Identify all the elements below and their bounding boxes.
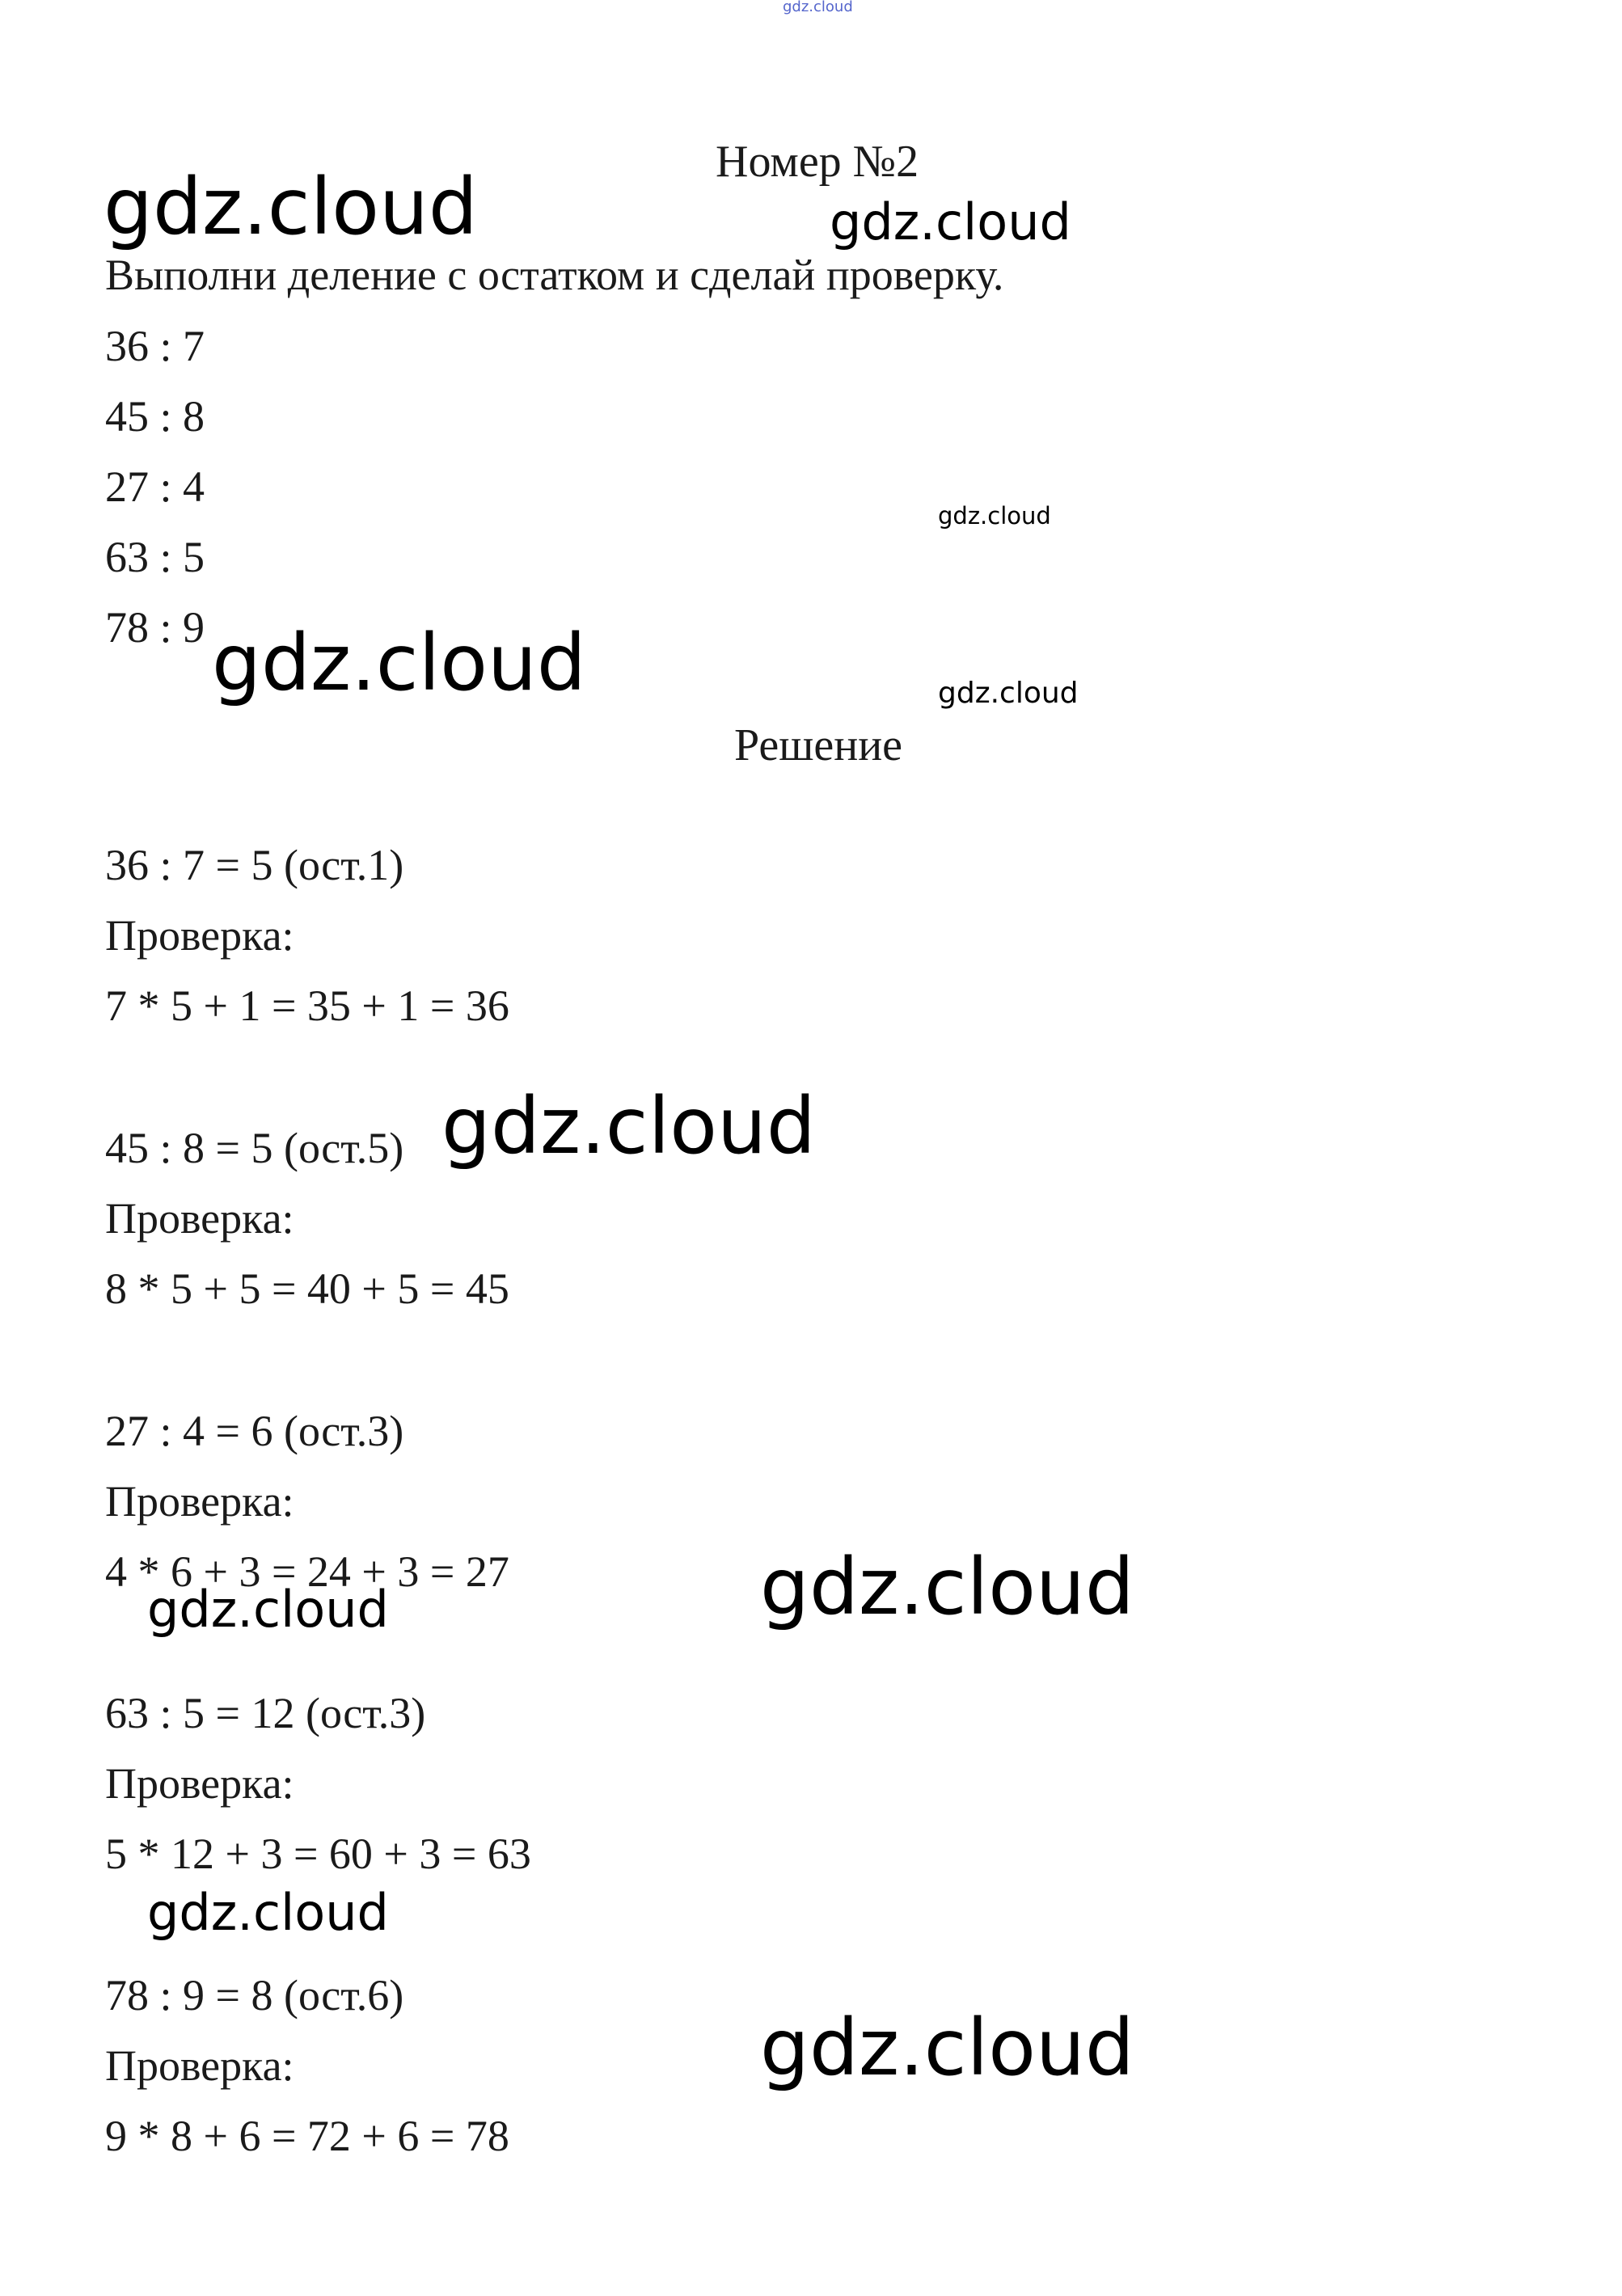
solution-check: 7 * 5 + 1 = 35 + 1 = 36 bbox=[105, 981, 509, 1030]
solution-check: 9 * 8 + 6 = 72 + 6 = 78 bbox=[105, 2112, 509, 2160]
watermark: gdz.cloud bbox=[760, 1542, 1134, 1632]
task-title: Номер №2 bbox=[716, 137, 919, 187]
problem-item: 36 : 7 bbox=[105, 322, 205, 370]
problem-item: 63 : 5 bbox=[105, 533, 205, 581]
solution-division: 63 : 5 = 12 (ост.3) bbox=[105, 1689, 426, 1737]
watermark: gdz.cloud bbox=[760, 2003, 1134, 2093]
watermark: gdz.cloud bbox=[783, 0, 853, 15]
watermark: gdz.cloud bbox=[103, 162, 478, 252]
check-label: Проверка: bbox=[105, 1477, 294, 1526]
problem-item: 45 : 8 bbox=[105, 392, 205, 441]
watermark: gdz.cloud bbox=[938, 677, 1079, 710]
solution-division: 36 : 7 = 5 (ост.1) bbox=[105, 841, 404, 889]
watermark: gdz.cloud bbox=[147, 1883, 389, 1942]
check-label: Проверка: bbox=[105, 1194, 294, 1243]
solution-division: 27 : 4 = 6 (ост.3) bbox=[105, 1407, 404, 1455]
task-instruction: Выполни деление с остатком и сделай проверку. bbox=[105, 251, 1004, 299]
watermark: gdz.cloud bbox=[938, 502, 1051, 530]
check-label: Проверка: bbox=[105, 1759, 294, 1808]
solution-check: 4 * 6 + 3 = 24 + 3 = 27 bbox=[105, 1547, 509, 1596]
solution-check: 5 * 12 + 3 = 60 + 3 = 63 bbox=[105, 1830, 531, 1878]
solution-division: 78 : 9 = 8 (ост.6) bbox=[105, 1971, 404, 2020]
solution-heading: Решение bbox=[734, 720, 903, 770]
watermark: gdz.cloud bbox=[212, 618, 586, 708]
problem-item: 27 : 4 bbox=[105, 462, 205, 511]
problem-item: 78 : 9 bbox=[105, 603, 205, 652]
watermark: gdz.cloud bbox=[830, 192, 1071, 251]
watermark: gdz.cloud bbox=[441, 1081, 816, 1171]
solution-division: 45 : 8 = 5 (ост.5) bbox=[105, 1124, 404, 1172]
check-label: Проверка: bbox=[105, 911, 294, 960]
check-label: Проверка: bbox=[105, 2041, 294, 2090]
watermark: gdz.cloud bbox=[147, 1580, 389, 1639]
solution-check: 8 * 5 + 5 = 40 + 5 = 45 bbox=[105, 1264, 509, 1313]
